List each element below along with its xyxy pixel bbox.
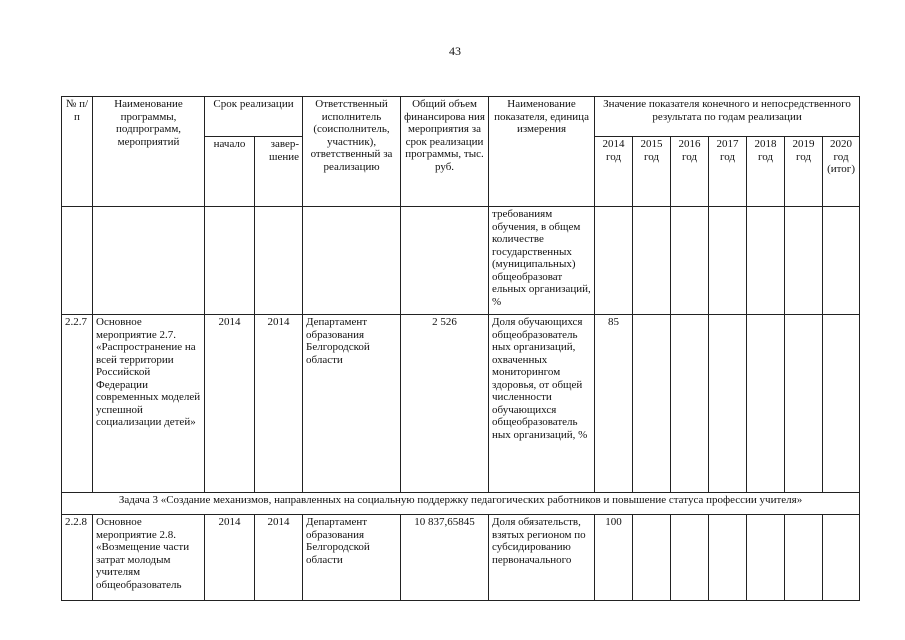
funding: 2 526 xyxy=(401,315,489,493)
end-year: 2014 xyxy=(255,515,303,601)
executor: Департамент образования Белгородской области xyxy=(303,315,401,493)
program-table xyxy=(61,96,860,601)
header-year-2016: 2016 год xyxy=(671,137,709,207)
indicator-cell: требованиям обучения, в общем количестве государственных (муниципальных) общеобразоват ельных организаций, % xyxy=(489,207,595,315)
indicator-cell: Доля обязательств, взятых регионом по субсидированию первоначального xyxy=(489,515,595,601)
funding: 10 837,65845 xyxy=(401,515,489,601)
row-number: 2.2.8 xyxy=(62,515,93,601)
header-period: Срок реализации xyxy=(205,97,303,137)
start-year: 2014 xyxy=(205,315,255,493)
executor: Департамент образования Белгородской области xyxy=(303,515,401,601)
header-year-2015: 2015 год xyxy=(633,137,671,207)
end-year: 2014 xyxy=(255,315,303,493)
header-year-2019: 2019 год xyxy=(785,137,823,207)
header-indicator: Наименование показателя, единица измерения xyxy=(489,97,595,207)
table-row xyxy=(62,207,860,315)
header-executor: Ответственный исполнитель (соисполнитель, участник), ответственный за реализацию xyxy=(303,97,401,207)
header-year-2020: 2020 год (итог) xyxy=(823,137,860,207)
header-name: Наименование программы, подпрограмм, мероприятий xyxy=(93,97,205,207)
header-year-2017: 2017 год xyxy=(709,137,747,207)
header-year-2014: 2014 год xyxy=(595,137,633,207)
table-row xyxy=(62,315,860,493)
header-start: начало xyxy=(205,137,255,207)
header-num: № п/п xyxy=(62,97,93,207)
indicator-cell: Доля обучающихся общеобразователь ных организаций, охваченных мониторингом здоровья, от общей численности обучающихся общеобразователь ных организаций, % xyxy=(489,315,595,493)
task-heading: Задача 3 «Создание механизмов, направленных на социальную поддержку педагогических работников и повышение статуса профессии учителя» xyxy=(62,493,860,515)
header-end: завер-шение xyxy=(255,137,303,207)
page-number: 43 xyxy=(449,44,461,58)
table-row xyxy=(62,493,860,515)
table-row xyxy=(62,515,860,601)
row-number: 2.2.7 xyxy=(62,315,93,493)
value-2014: 100 xyxy=(595,515,633,601)
start-year: 2014 xyxy=(205,515,255,601)
program-name: Основное мероприятие 2.7. «Распространение на всей территории Российской Федерации современных моделей успешной социализации детей» xyxy=(93,315,205,493)
program-name: Основное мероприятие 2.8. «Возмещение части затрат молодым учителям общеобразователь xyxy=(93,515,205,601)
header-funding: Общий объем финансирова ния мероприятия за срок реализации программы, тыс. руб. xyxy=(401,97,489,207)
header-year-2018: 2018 год xyxy=(747,137,785,207)
value-2014: 85 xyxy=(595,315,633,493)
header-values-title: Значение показателя конечного и непосредственного результата по годам реализации xyxy=(595,97,860,137)
